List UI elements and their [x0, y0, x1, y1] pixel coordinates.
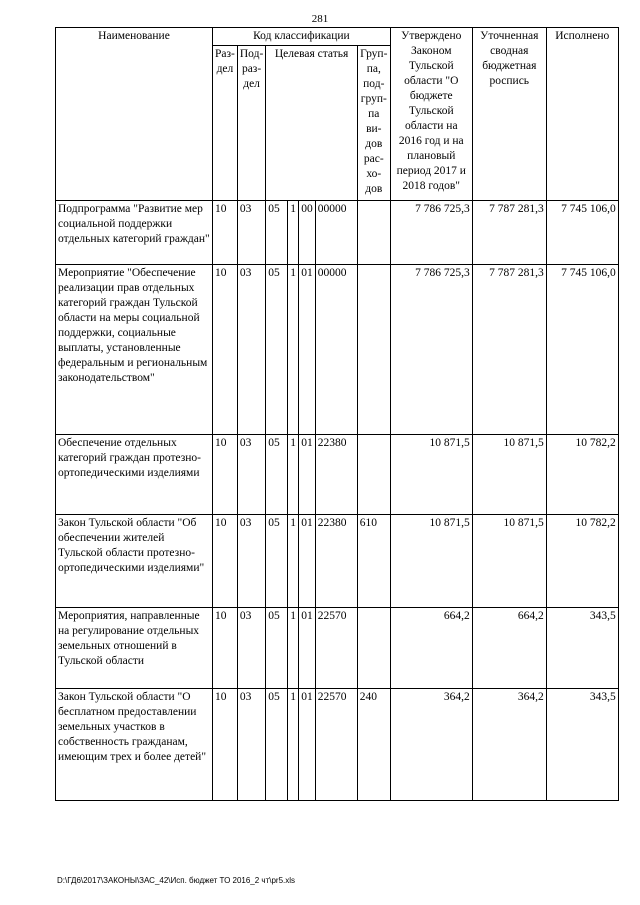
cell-expense-group [357, 608, 390, 689]
cell-event: 01 [299, 689, 316, 801]
cell-subsection: 03 [237, 515, 265, 608]
header-subsection: Под-раз-дел [237, 46, 265, 201]
cell-program: 05 [266, 201, 288, 265]
cell-approved: 7 786 725,3 [390, 265, 472, 435]
cell-event: 01 [299, 435, 316, 515]
cell-expense-group: 240 [357, 689, 390, 801]
cell-direction: 00000 [315, 265, 357, 435]
table-row [56, 608, 619, 689]
cell-section: 10 [213, 608, 238, 689]
header-classification: Код классификации [213, 28, 391, 46]
table-row [56, 201, 619, 265]
cell-approved: 10 871,5 [390, 515, 472, 608]
cell-refined: 7 787 281,3 [472, 265, 546, 435]
cell-direction: 22380 [315, 515, 357, 608]
cell-subprogram: 1 [288, 608, 299, 689]
page-number: 281 [311, 13, 329, 25]
cell-event: 01 [299, 515, 316, 608]
table-row [56, 689, 619, 801]
cell-section: 10 [213, 689, 238, 801]
cell-subsection: 03 [237, 201, 265, 265]
cell-event: 01 [299, 608, 316, 689]
header-section: Раз-дел [213, 46, 238, 201]
cell-refined: 10 871,5 [472, 515, 546, 608]
table-row [56, 515, 619, 608]
cell-expense-group [357, 265, 390, 435]
cell-subsection: 03 [237, 689, 265, 801]
row-name: Подпрограмма "Развитие мер социальной поддержки отдельных категорий граждан" [56, 201, 213, 265]
header-name: Наименование [56, 28, 213, 201]
cell-direction: 22570 [315, 689, 357, 801]
cell-refined: 364,2 [472, 689, 546, 801]
cell-refined: 664,2 [472, 608, 546, 689]
cell-refined: 7 787 281,3 [472, 201, 546, 265]
cell-executed: 10 782,2 [546, 515, 618, 608]
table-row [56, 265, 619, 435]
cell-executed: 343,5 [546, 689, 618, 801]
cell-subsection: 03 [237, 608, 265, 689]
cell-section: 10 [213, 515, 238, 608]
cell-expense-group [357, 201, 390, 265]
cell-refined: 10 871,5 [472, 435, 546, 515]
cell-approved: 364,2 [390, 689, 472, 801]
cell-subprogram: 1 [288, 265, 299, 435]
cell-section: 10 [213, 201, 238, 265]
cell-subsection: 03 [237, 435, 265, 515]
cell-section: 10 [213, 265, 238, 435]
cell-section: 10 [213, 435, 238, 515]
header-expense-group: Груп-па, под-груп-па ви-дов рас-хо-дов [357, 46, 390, 201]
cell-approved: 10 871,5 [390, 435, 472, 515]
header-approved: Утверждено Законом Тульской области "О бюджете Тульской области на 2016 год и на плановый период 2017 и 2018 годов" [390, 28, 472, 201]
cell-direction: 22570 [315, 608, 357, 689]
header-executed: Исполнено [546, 28, 618, 201]
cell-direction: 22380 [315, 435, 357, 515]
cell-direction: 00000 [315, 201, 357, 265]
cell-expense-group [357, 435, 390, 515]
cell-event: 01 [299, 265, 316, 435]
cell-approved: 664,2 [390, 608, 472, 689]
cell-subprogram: 1 [288, 435, 299, 515]
cell-subprogram: 1 [288, 515, 299, 608]
cell-event: 00 [299, 201, 316, 265]
file-path-footer: D:\ГД6\2017\ЗАКОНЫ\ЗАС_42\Исп. бюджет ТО 2016_2 чт\pr5.xls [57, 876, 296, 885]
budget-execution-table [55, 27, 619, 801]
cell-executed: 10 782,2 [546, 435, 618, 515]
cell-program: 05 [266, 689, 288, 801]
cell-executed: 343,5 [546, 608, 618, 689]
cell-subsection: 03 [237, 265, 265, 435]
row-name: Мероприятия, направленные на регулирование отдельных земельных отношений в Тульской области [56, 608, 213, 689]
cell-executed: 7 745 106,0 [546, 265, 618, 435]
row-name: Закон Тульской области "Об обеспечении жителей Тульской области протезно-ортопедическими изделиями" [56, 515, 213, 608]
header-refined: Уточненная сводная бюджетная роспись [472, 28, 546, 201]
cell-approved: 7 786 725,3 [390, 201, 472, 265]
cell-program: 05 [266, 435, 288, 515]
cell-subprogram: 1 [288, 201, 299, 265]
header-target-article: Целевая статья [266, 46, 358, 201]
row-name: Закон Тульской области "О бесплатном предоставлении земельных участков в собственность гражданам, имеющим трех и более детей" [56, 689, 213, 801]
row-name: Мероприятие "Обеспечение реализации прав отдельных категорий граждан Тульской области на меры социальной поддержки, социальные выплаты, установленные федеральным и региональным законодательством" [56, 265, 213, 435]
cell-executed: 7 745 106,0 [546, 201, 618, 265]
cell-program: 05 [266, 515, 288, 608]
cell-program: 05 [266, 608, 288, 689]
cell-expense-group: 610 [357, 515, 390, 608]
cell-subprogram: 1 [288, 689, 299, 801]
header-row-top [56, 28, 619, 46]
row-name: Обеспечение отдельных категорий граждан протезно-ортопедическими изделиями [56, 435, 213, 515]
table-row [56, 435, 619, 515]
cell-program: 05 [266, 265, 288, 435]
